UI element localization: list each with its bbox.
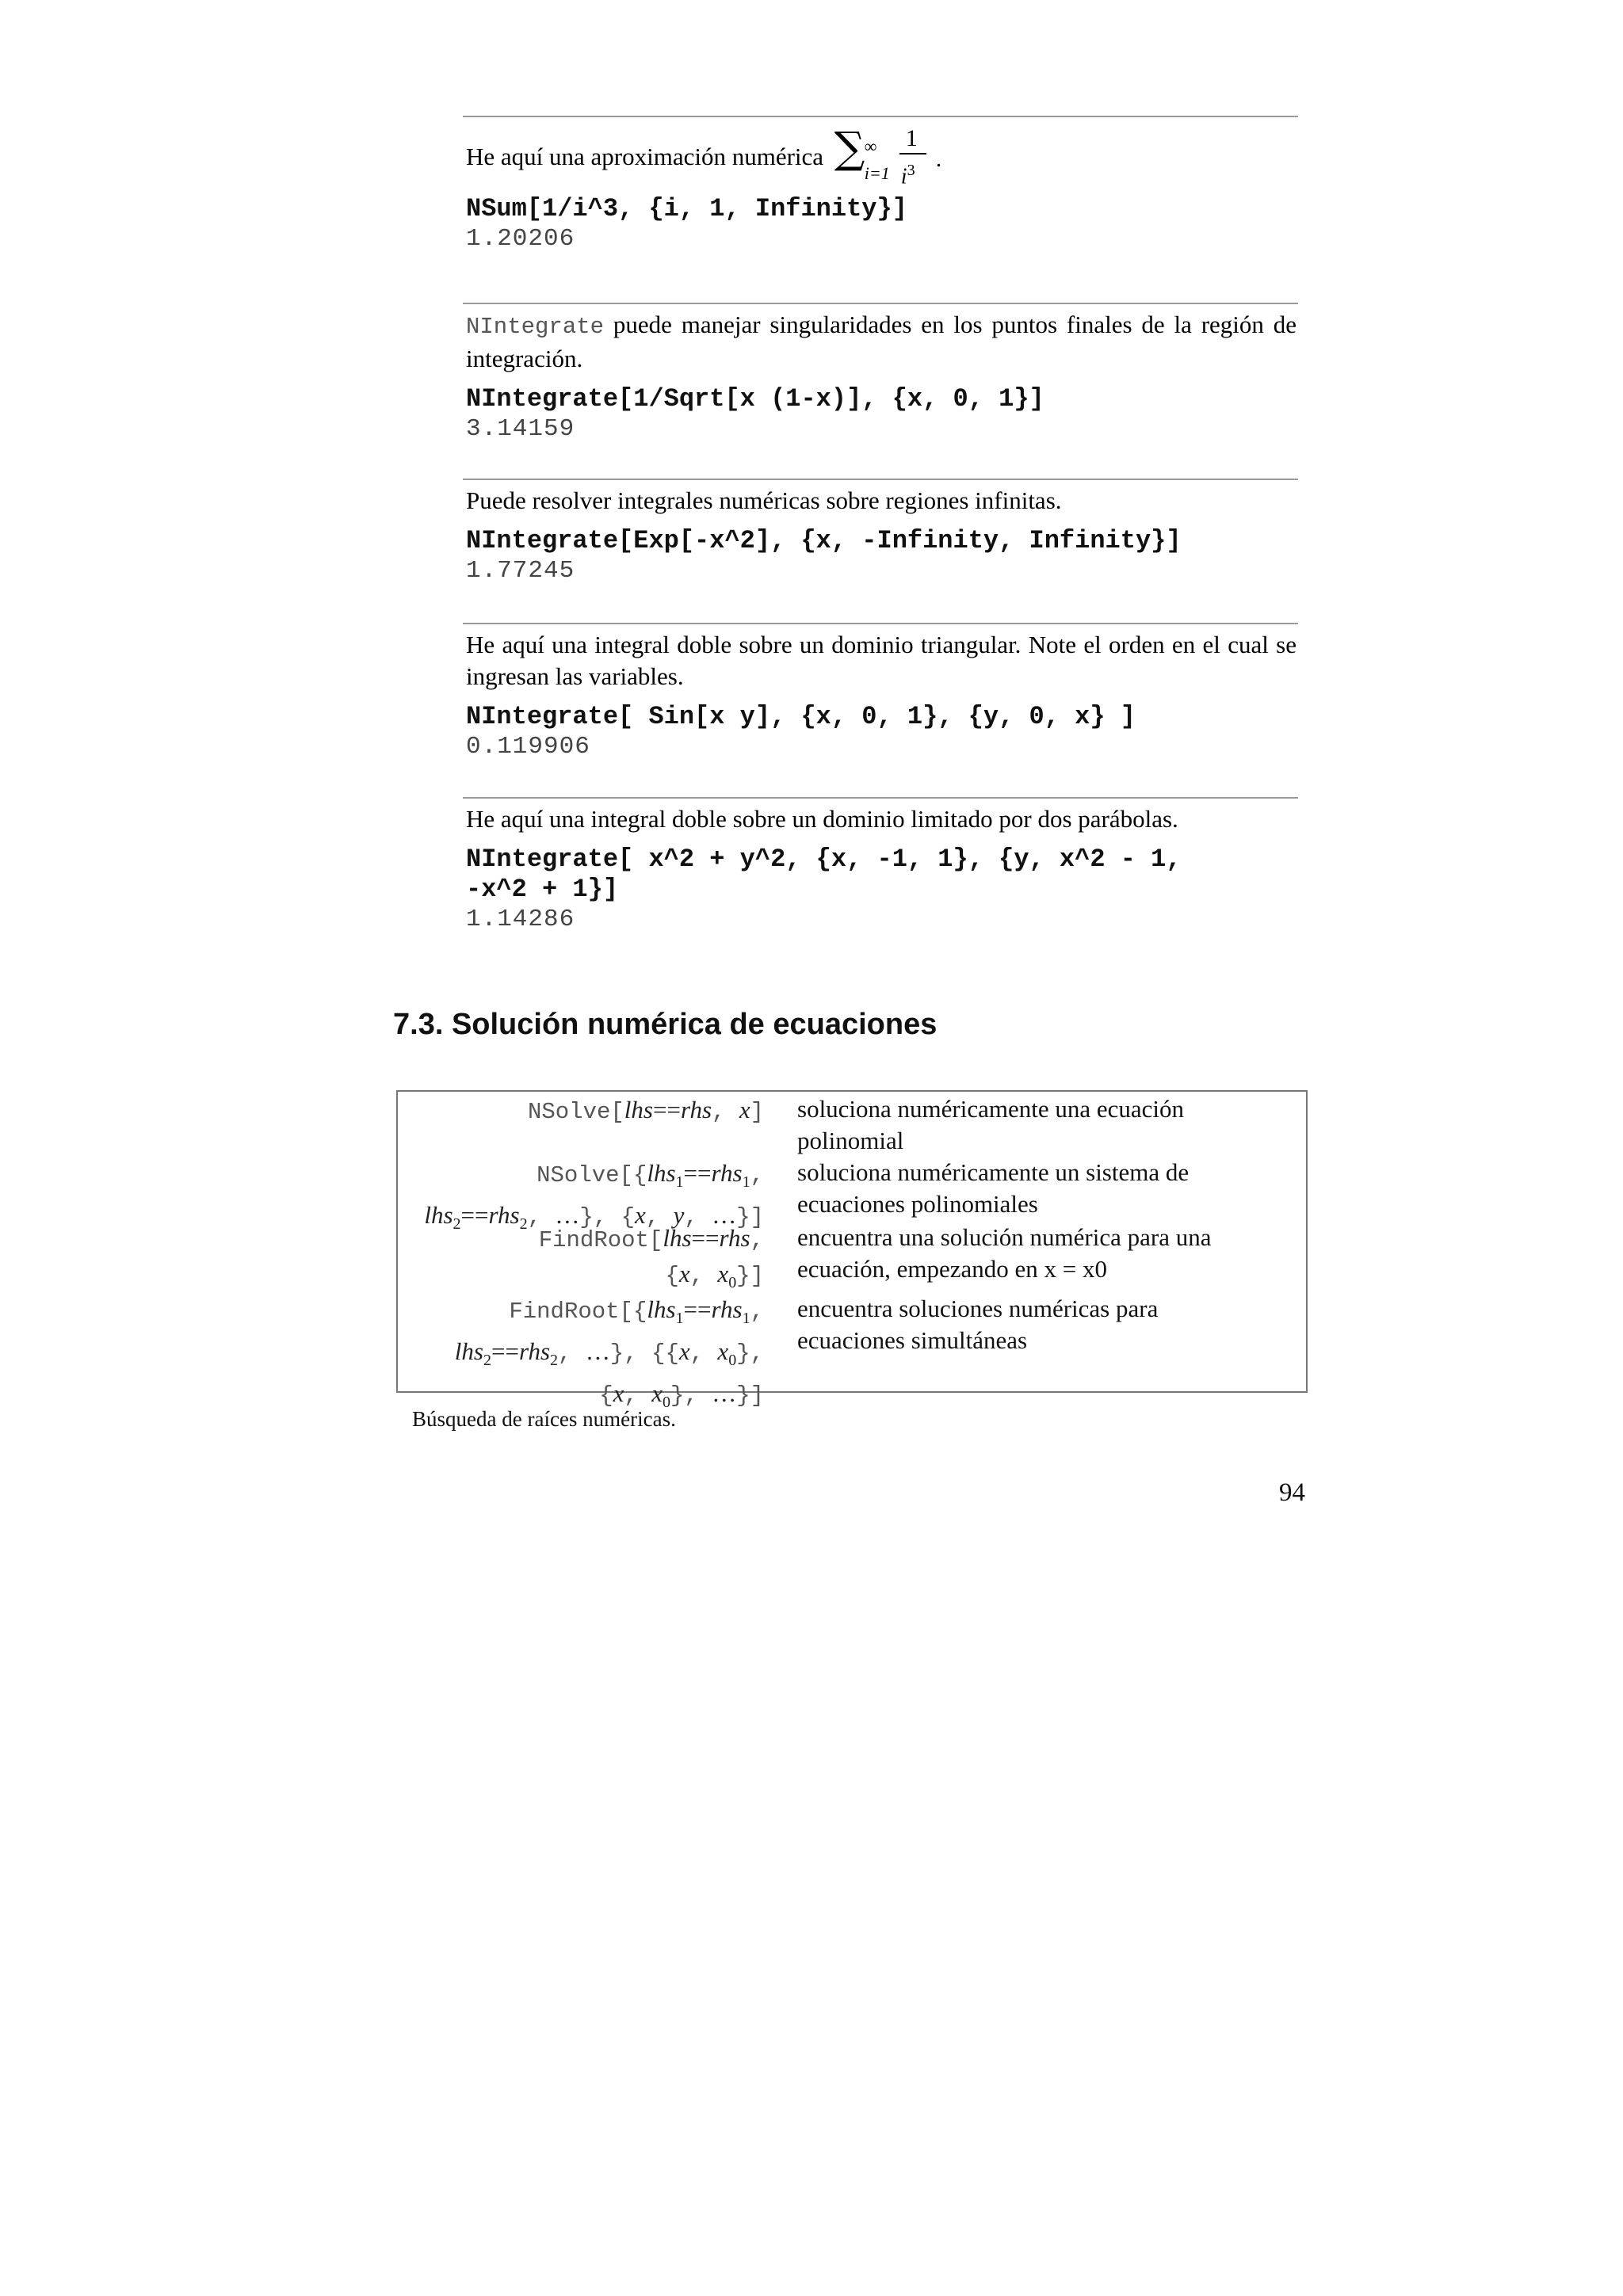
output-value: 1.20206 — [466, 224, 575, 253]
description-text: puede manejar singularidades en los puntos finales de la región de integración. — [466, 311, 1296, 372]
description-text: He aquí una aproximación numérica — [466, 143, 824, 170]
fraction-denominator: $i^3$ — [900, 161, 915, 189]
example-block-double-parabolas — [463, 797, 1298, 935]
section-heading: 7.3. Solución numérica de ecuaciones — [393, 1008, 938, 1041]
input-code: NIntegrate[1/Sqrt[x (1-x)], {x, 0, 1}] — [466, 384, 1044, 414]
table-cell-description: encuentra una solución numérica para una ecuación, empezando en x = x0 — [797, 1223, 1212, 1283]
table-cell-function: NSolve[{lhs$_1$==rhs$_1$, lhs$_2$==rhs$_2$, …}, {x, y, …}] — [424, 1159, 764, 1234]
trailing-period: . — [935, 145, 942, 172]
table-cell-function: FindRoot[lhs==rhs, {x, $x_0$}] — [538, 1224, 764, 1292]
sum-upper-limit: ∞ — [864, 135, 877, 156]
example-description: Puede resolver integrales numéricas sobre regiones infinitas. — [466, 486, 1062, 514]
example-description — [466, 309, 1296, 375]
section-divider — [463, 303, 1298, 304]
sum-lower-limit: i=1 — [864, 162, 890, 183]
example-description: He aquí una integral doble sobre un dominio triangular. Note el orden en el cual se ingresan las variables. — [466, 631, 1296, 690]
inline-code: NIntegrate — [466, 314, 605, 340]
summation-formula — [830, 122, 942, 189]
sigma-symbol: ∑ — [834, 122, 865, 173]
output-value: 3.14159 — [466, 415, 575, 443]
table-caption: Búsqueda de raíces numéricas. — [412, 1407, 676, 1431]
output-value: 0.119906 — [466, 733, 590, 761]
page-number: 94 — [1279, 1478, 1305, 1507]
section-divider — [463, 479, 1298, 480]
input-code: NIntegrate[ x^2 + y^2, {x, -1, 1}, {y, x^2 - 1, -x^2 + 1}] — [466, 845, 1182, 904]
fraction-numerator: 1 — [905, 124, 918, 151]
section-divider — [463, 797, 1298, 799]
input-code: NSum[1/i^3, {i, 1, Infinity}] — [466, 193, 907, 223]
input-code: NIntegrate[ Sin[x y], {x, 0, 1}, {y, 0, x} ] — [466, 702, 1136, 731]
output-value: 1.14286 — [466, 906, 575, 933]
table-cell-description: encuentra soluciones numéricas para ecuaciones simultáneas — [797, 1295, 1159, 1354]
example-description — [466, 122, 1296, 189]
input-code: NIntegrate[Exp[-x^2], {x, -Infinity, Infinity}] — [466, 526, 1182, 555]
table-cell-function: FindRoot[{lhs$_1$==rhs$_1$, lhs$_2$==rhs$_2$, …}, {{x, $x_0$}, {x, $x_0$}, …}] — [454, 1295, 764, 1412]
table-cell-function: NSolve[lhs==rhs, x] — [527, 1096, 764, 1125]
table-cell-description: soluciona numéricamente una ecuación polinomial — [797, 1095, 1185, 1154]
section-divider — [463, 116, 1298, 117]
example-block-double-triangular — [463, 623, 1298, 762]
table-cell-description: soluciona numéricamente un sistema de ecuaciones polinomiales — [797, 1158, 1190, 1218]
example-block-nsum — [463, 116, 1298, 254]
section-divider — [463, 623, 1298, 624]
output-value: 1.77245 — [466, 557, 575, 585]
example-block-nintegrate-infinite — [463, 479, 1298, 586]
example-description: He aquí una integral doble sobre un dominio limitado por dos parábolas. — [466, 805, 1178, 833]
example-block-nintegrate-singularity — [463, 303, 1298, 444]
function-reference-table — [396, 1090, 1308, 1412]
